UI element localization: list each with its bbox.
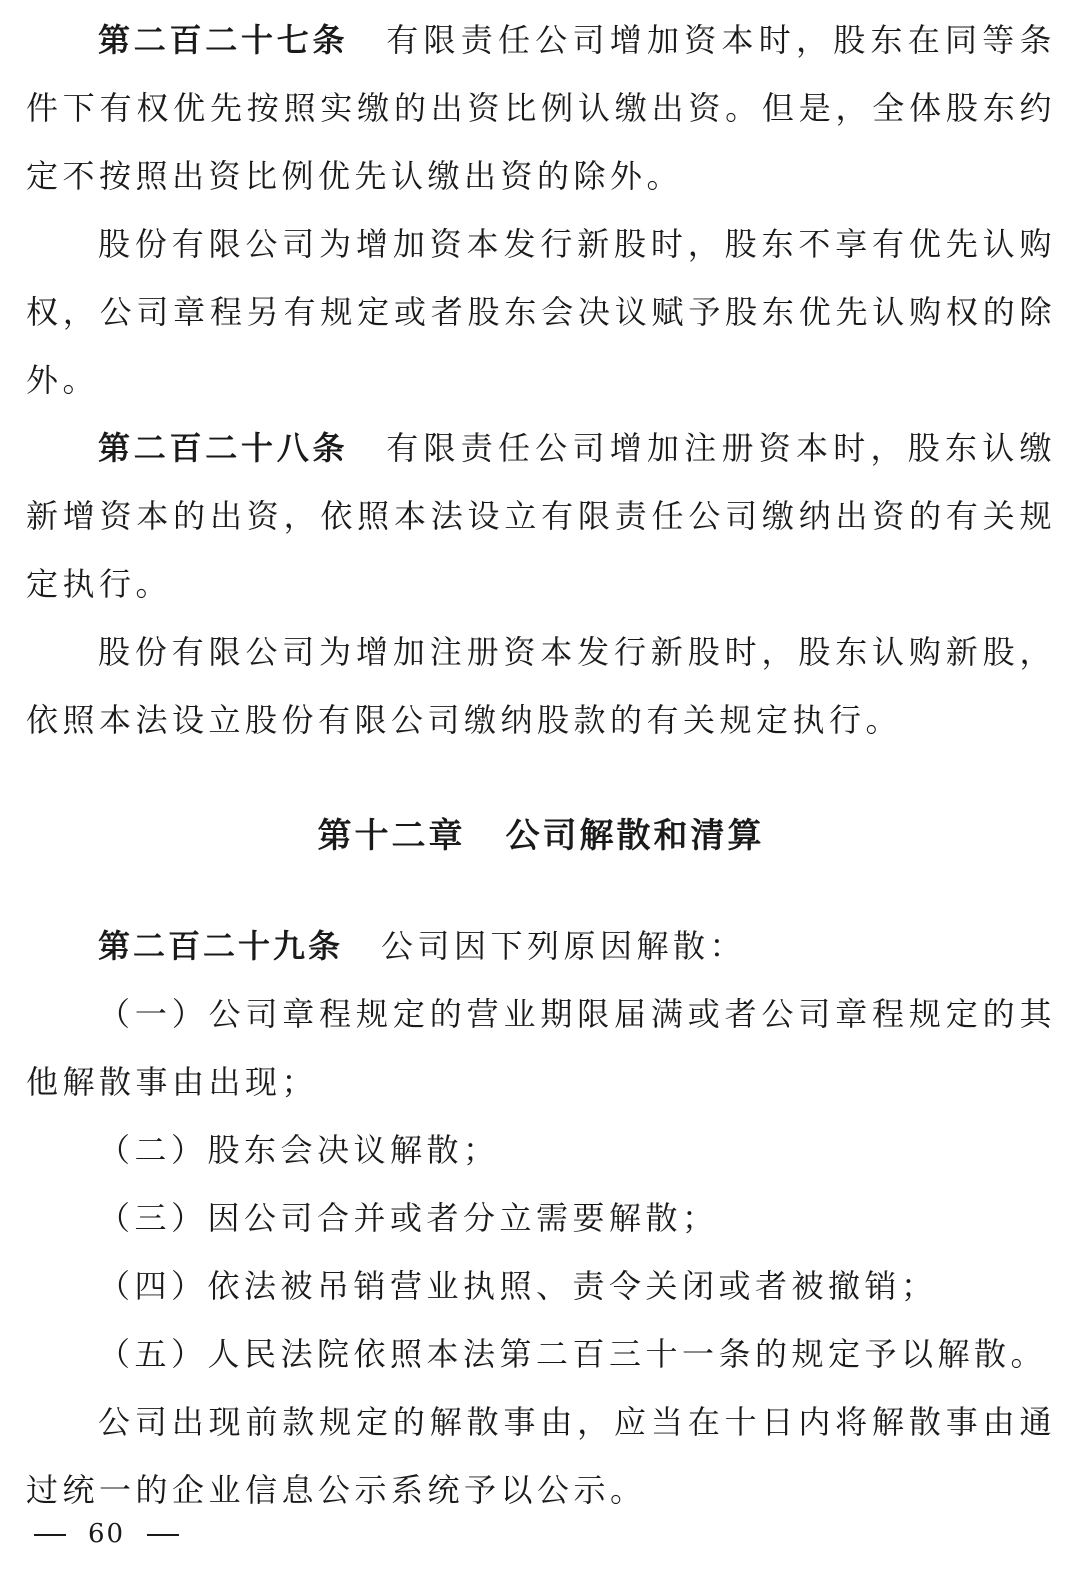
document-page (26, 6, 1056, 1524)
article-227-text-1: 有限责任公司增加资本时，股东在同等条件下有权优先按照实缴的出资比例认缴出资。但是，全体股东约定不按照出资比例优先认缴出资的除外。 (26, 21, 1056, 195)
footer-dash-right (147, 1534, 179, 1536)
page-footer (34, 1514, 179, 1554)
article-229-item-2: （二）股东会决议解散； (98, 1131, 500, 1169)
article-229-item-4: （四）依法被吊销营业执照、责令关闭或者被撤销； (98, 1267, 938, 1305)
article-229-heading: 第二百二十九条 (98, 927, 344, 965)
article-228-paragraph-2: 股份有限公司为增加注册资本发行新股时，股东认购新股，依照本法设立股份有限公司缴纳股款的有关规定执行。 (26, 633, 1056, 739)
article-228-text-1: 有限责任公司增加注册资本时，股东认缴新增资本的出资，依照本法设立有限责任公司缴纳出资的有关规定执行。 (26, 429, 1056, 603)
chapter-title (26, 754, 1056, 912)
article-229-intro: 公司因下列原因解散： (381, 927, 747, 965)
article-228-paragraph-1 (26, 414, 1056, 618)
article-229-item-3: （三）因公司合并或者分立需要解散； (98, 1199, 719, 1237)
article-227-paragraph-1 (26, 6, 1056, 210)
chapter-name: 公司解散和清算 (505, 816, 765, 856)
article-229-item-5: （五）人民法院依照本法第二百三十一条的规定予以解散。 (98, 1335, 1048, 1373)
article-229-item-1: （一）公司章程规定的营业期限届满或者公司章程规定的其他解散事由出现； (26, 995, 1056, 1101)
article-227-paragraph-2: 股份有限公司为增加资本发行新股时，股东不享有优先认购权，公司章程另有规定或者股东会决议赋予股东优先认购权的除外。 (26, 225, 1056, 399)
article-229-closing: 公司出现前款规定的解散事由，应当在十日内将解散事由通过统一的企业信息公示系统予以公示。 (26, 1403, 1056, 1509)
article-229-paragraph-1 (26, 912, 1056, 980)
footer-dash-left (34, 1534, 66, 1536)
article-228-heading: 第二百二十八条 (98, 429, 349, 467)
chapter-number: 第十二章 (317, 816, 466, 856)
article-227-heading: 第二百二十七条 (98, 21, 349, 59)
page-number: 60 (88, 1519, 126, 1549)
